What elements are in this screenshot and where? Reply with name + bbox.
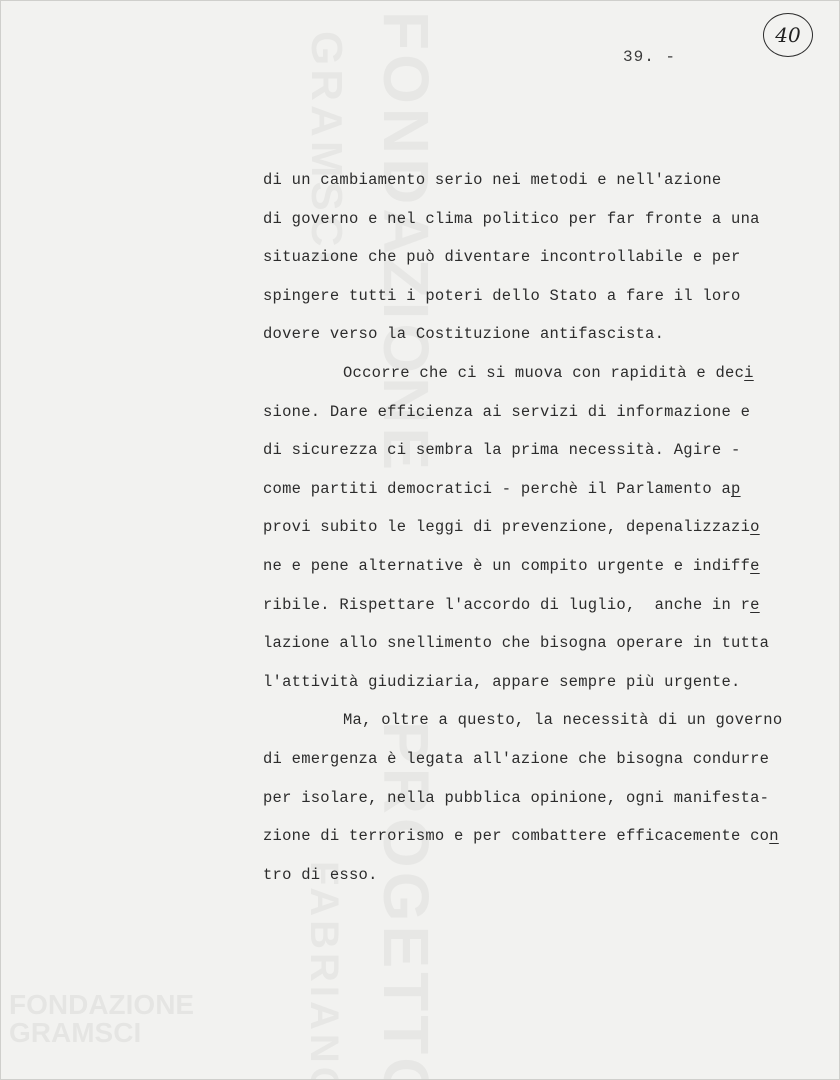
text-line-content: di sicurezza ci sembra la prima necessità. Agire - [263, 441, 741, 460]
text-line-underlined-hyphenation: o [750, 518, 760, 537]
text-line-content: ne e pene alternative è un compito urgente e indiff [263, 556, 751, 575]
text-line [263, 663, 803, 702]
text-line [263, 393, 803, 432]
text-line [263, 547, 803, 586]
text-line [263, 200, 803, 239]
text-line-content: di un cambiamento serio nei metodi e nell'azione [263, 171, 722, 189]
archive-number-text: 40 [775, 23, 801, 47]
text-line-content: lazione allo snellimento che bisogna operare in tutta [263, 634, 770, 653]
text-line-content: Occorre che ci si muova con rapidità e dec [343, 363, 745, 382]
text-line [263, 238, 803, 277]
text-line [263, 624, 803, 663]
text-line [263, 431, 803, 470]
text-line [263, 701, 803, 740]
text-line [263, 817, 803, 856]
text-line-content: zione di terrorismo e per combattere efficacemente co [263, 827, 770, 846]
text-line-underlined-hyphenation: n [769, 827, 779, 846]
text-line-content: per isolare, nella pubblica opinione, ogni manifesta- [263, 788, 770, 807]
text-line [263, 277, 803, 316]
text-line [263, 779, 803, 818]
logo-line-1: FONDAZIONE [9, 989, 195, 1020]
text-line-content: tro di esso. [263, 865, 378, 884]
text-line-underlined-hyphenation: e [750, 556, 760, 575]
page-number: 39. - [623, 48, 677, 66]
text-line-content: dovere verso la Costituzione antifascista. [263, 325, 665, 344]
text-line [263, 508, 803, 547]
text-line-content: sione. Dare efficienza ai servizi di informazione e [263, 402, 751, 421]
text-line-content: di governo e nel clima politico per far fronte a una [263, 209, 760, 228]
text-line-underlined-hyphenation: i [744, 363, 754, 382]
text-line [263, 161, 803, 200]
text-line-underlined-hyphenation: e [750, 595, 760, 614]
text-line-content: di emergenza è legata all'azione che bisogna condurre [263, 749, 770, 768]
text-line-content: come partiti democratici - perchè il Parlamento a [263, 479, 732, 498]
text-line [263, 740, 803, 779]
foundation-logo [9, 991, 229, 1071]
text-line-content: situazione che può diventare incontrollabile e per [263, 248, 741, 267]
text-line-content: l'attività giudiziaria, appare sempre più urgente. [263, 672, 741, 691]
text-line-content: Ma, oltre a questo, la necessità di un governo [343, 711, 783, 730]
text-line-content: provi subito le leggi di prevenzione, depenalizzazi [263, 518, 751, 537]
body-text [263, 161, 803, 894]
text-line [263, 354, 803, 393]
text-line [263, 315, 803, 354]
text-line [263, 586, 803, 625]
text-line-content: spingere tutti i poteri dello Stato a fare il loro [263, 286, 741, 305]
text-line [263, 470, 803, 509]
text-line-content: ribile. Rispettare l'accordo di luglio, anche in r [263, 595, 751, 614]
text-line-underlined-hyphenation: p [731, 479, 741, 498]
archive-number-circled [763, 13, 813, 57]
text-line [263, 856, 803, 895]
logo-line-2: GRAMSCI [9, 1017, 142, 1048]
